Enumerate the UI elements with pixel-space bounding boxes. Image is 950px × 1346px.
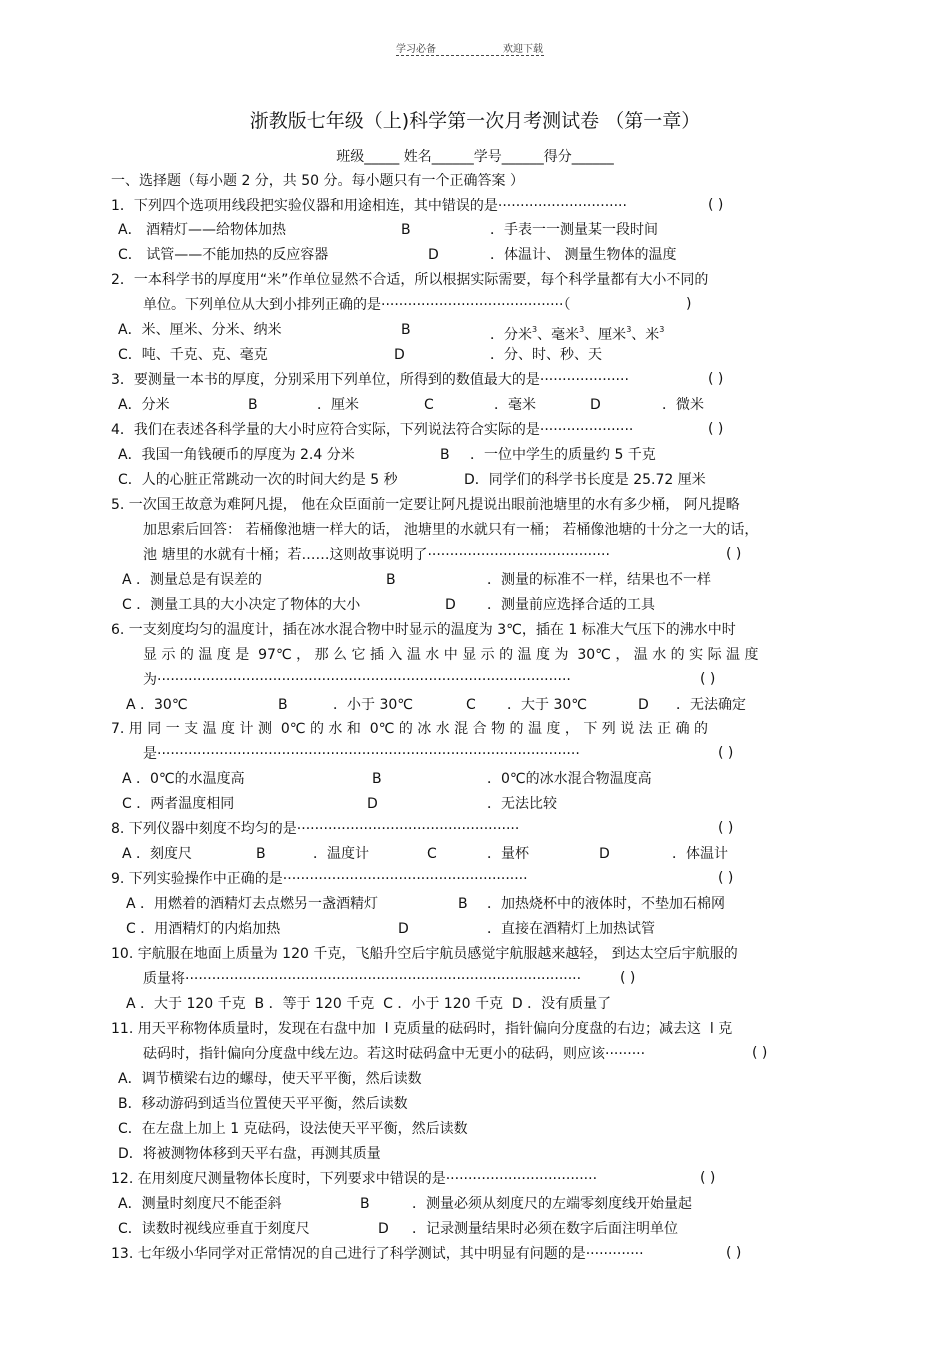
option-b-letter: B [440,447,450,463]
option-b-letter: B [401,222,411,238]
option-b-letter: B [248,397,258,413]
option-a: A ．用燃着的酒精灯去点燃另一盏酒精灯 [126,896,379,912]
option-d-letter: D [599,846,610,862]
option-b-letter: B [278,697,288,713]
question-stem: 12. 在用刻度尺测量物体长度时，下列要求中错误的是·································· [111,1171,598,1187]
option-b: B．移动游码到适当位置使天平平衡，然后读数 [118,1096,408,1112]
option-b: ．分米$^3$、毫米$^3$、厘米$^3$、米$^3$ [490,325,665,343]
exam-title: 浙教版七年级（上)科学第一次月考测试卷 （第一章） [249,110,701,132]
question-stem-cont: 质量将························································································· [143,971,582,987]
answer-paren: ( ) [700,1170,716,1186]
student-info-line: 班级_____ 姓名______学号______得分______ [336,149,614,165]
answer-paren: ( ) [620,970,636,986]
option-d: ．分、时、秒、天 [490,347,602,363]
option-b-letter: B [256,846,266,862]
option-d-letter: D [367,796,378,812]
answer-paren: ) [686,296,692,312]
option-a: A ．0℃的水温度高 [122,771,245,787]
question-stem-cont: 砝码时，指针偏向分度盘中线左边。若这时砝码盒中无更小的砝码，则应该········· [143,1046,646,1062]
option-b-letter: B [360,1196,370,1212]
option-d-letter: D [428,247,439,263]
option-d: ．记录测量结果时必须在数字后面注明单位 [412,1221,678,1237]
question-stem-cont: 池 塘里的水就有十桶；若……这则故事说明了········································· [143,547,610,563]
option-d-letter: D [590,397,601,413]
option-a: A．测量时刻度尺不能歪斜 [118,1196,282,1212]
header-right: 欢迎下载 [503,44,543,55]
question-stem: 9. 下列实验操作中正确的是······················································· [111,871,528,887]
option-d: ．体温计 [672,846,728,862]
question-stem: 10. 宇航服在地面上质量为 120 千克，飞船升空后宇航员感觉宇航服越来越轻， 到达太空后宇航服的 [111,946,738,962]
option-c: ．毫米 [494,397,536,413]
answer-paren: ( ) [752,1045,768,1061]
question-stem: 13. 七年级小华同学对正常情况的自己进行了科学测试，其中明显有问题的是············· [111,1246,644,1262]
option-b-letter: B [458,896,468,912]
option-d: ．微米 [662,397,704,413]
option-c-letter: C [427,846,437,862]
option-a: A ．测量总是有误差的 [122,572,263,588]
option-c: ．量杯 [487,846,529,862]
option-b: ．测量的标准不一样，结果也不一样 [487,572,711,588]
option-c: C．吨、千克、克、毫克 [118,347,268,363]
option-a: A． 酒精灯——给物体加热 [118,222,287,238]
answer-paren: ( ) [708,197,724,213]
option-b: ．一位中学生的质量约 5 千克 [470,447,656,463]
option-d: ．无法比较 [487,796,557,812]
option-c: C ．两者温度相同 [122,796,235,812]
option-b: ．小于 30℃ [333,697,413,713]
answer-paren: ( ) [726,1245,742,1261]
option-d-letter: D [445,597,456,613]
option-d-letter: D [638,697,649,713]
option-d-letter: D [398,921,409,937]
answer-paren: ( ) [700,671,716,687]
question-stem-cont: 是······························································································· [143,746,580,762]
question-stem-cont: 加思索后回答： 若桶像池塘一样大的话， 池塘里的水就只有一桶； 若桶像池塘的十分之一大的话， [143,522,759,538]
question-stem: 5. 一次国王故意为难阿凡提， 他在众臣面前一定要让阿凡提说出眼前池塘里的水有多少桶， 阿凡提略 [111,497,740,513]
section-heading: 一、选择题（每小题 2 分，共 50 分。每小题只有一个正确答案 ） [111,173,524,189]
answer-paren: ( ) [708,371,724,387]
option-d-letter: D [394,347,405,363]
option-d-letter: D [378,1221,389,1237]
answer-paren: ( ) [718,820,734,836]
header-divider [396,55,544,56]
option-a: A．分米 [118,397,170,413]
option-b: ．测量必须从刻度尺的左端零刻度线开始量起 [412,1196,692,1212]
answer-paren: ( ) [718,745,734,761]
option-d: ．测量前应选择合适的工具 [487,597,655,613]
option-c-letter: C [424,397,434,413]
option-b-letter: B [372,771,382,787]
options-row: A ．大于 120 千克 B ．等于 120 千克 C ．小于 120 千克 D ．没有质量了 [126,996,612,1012]
option-c: C．在左盘上加上 1 克砝码，设法使天平平衡，然后读数 [118,1121,468,1137]
option-b: ．厘米 [317,397,359,413]
option-d: D．将被测物体移到天平右盘，再测其质量 [118,1146,381,1162]
option-a: A．调节横梁右边的螺母，使天平平衡，然后读数 [118,1071,422,1087]
question-stem: 1．下列四个选项用线段把实验仪器和用途相连，其中错误的是····························· [111,198,627,214]
answer-paren: ( ) [718,870,734,886]
option-c: C ．用酒精灯的内焰加热 [126,921,281,937]
option-a: A．我国一角钱硬币的厚度为 2.4 分米 [118,447,355,463]
answer-paren: ( ) [726,546,742,562]
option-a: A．米、厘米、分米、纳米 [118,322,282,338]
answer-paren: ( ) [708,421,724,437]
question-stem: 11. 用天平称物体质量时，发现在右盘中加 l 克质量的砝码时，指针偏向分度盘的右边；减去这 l 克 [111,1021,733,1037]
option-d: D．同学们的科学书长度是 25.72 厘米 [464,472,706,488]
option-c-letter: C [466,697,476,713]
option-a: A ．刻度尺 [122,846,193,862]
option-b: ．温度计 [313,846,369,862]
question-stem-cont: 单位。下列单位从大到小排列正确的是·········································（ [143,297,571,313]
option-b: ．0℃的冰水混合物温度高 [487,771,652,787]
question-stem: 2．一本科学书的厚度用“米”作单位显然不合适，所以根据实际需要，每个科学量都有大小不同的 [111,272,709,288]
option-d: ．无法确定 [676,697,746,713]
question-stem: 7. 用 同 一 支 温 度 计 测 0℃ 的 水 和 0℃ 的 冰 水 混 合 物 的 温 度 ， 下 列 说 法 正 确 的 [111,721,709,737]
question-stem-cont: 为····························································································· [143,672,571,688]
option-c: C．人的心脏正常跳动一次的时间大约是 5 秒 [118,472,398,488]
question-stem: 6. 一支刻度均匀的温度计，插在冰水混合物中时显示的温度为 3℃，插在 1 标准大气压下的沸水中时 [111,622,736,638]
option-b-letter: B [386,572,396,588]
question-stem: 8. 下列仪器中刻度不均匀的是·················································· [111,821,520,837]
option-a: A ．30℃ [126,697,188,713]
option-d: ．体温计、 测量生物体的温度 [490,247,677,263]
question-stem-cont: 显 示 的 温 度 是 97℃ ， 那 么 它 插 入 温 水 中 显 示 的 温 度 为 30℃ ， 温 水 的 实 际 温 度 [143,647,759,663]
option-b: ．加热烧杯中的液体时，不垫加石棉网 [487,896,725,912]
option-d: ．直接在酒精灯上加热试管 [487,921,655,937]
option-b: ．手表一一测量某一段时间 [490,222,658,238]
option-b-letter: B [401,322,411,338]
option-c: C ．测量工具的大小决定了物体的大小 [122,597,361,613]
question-stem: 3．要测量一本书的厚度，分别采用下列单位，所得到的数值最大的是···················· [111,372,629,388]
option-c: ．大于 30℃ [507,697,587,713]
option-c: C． 试管——不能加热的反应容器 [118,247,329,263]
header-left: 学习必备 [396,44,436,55]
question-stem: 4．我们在表述各科学量的大小时应符合实际，下列说法符合实际的是····················· [111,422,634,438]
option-c: C．读数时视线应垂直于刻度尺 [118,1221,310,1237]
